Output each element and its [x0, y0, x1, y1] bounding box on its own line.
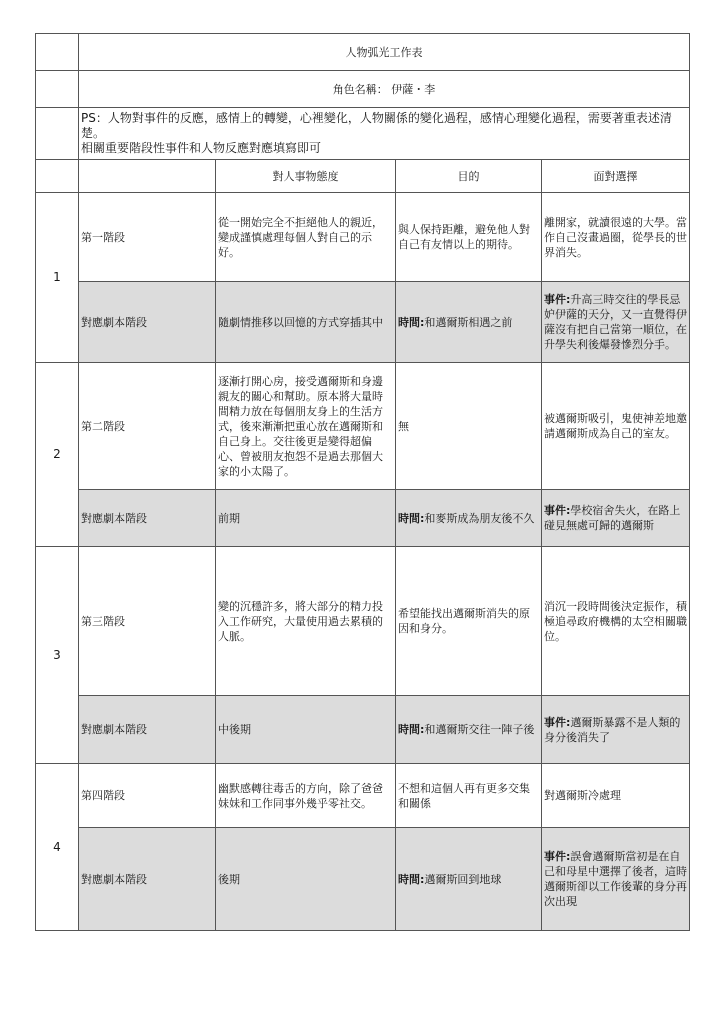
stage-choice: 對邁爾斯冷處理 [542, 764, 690, 828]
group-number: 4 [36, 764, 79, 931]
script-attitude: 隨劇情推移以回憶的方式穿插其中 [216, 282, 396, 363]
stage-attitude: 從一開始完全不拒絕他人的親近，變成謹慎處理每個人對自己的示好。 [216, 193, 396, 282]
stage-goal: 與人保持距離，避免他人對自己有友情以上的期待。 [396, 193, 542, 282]
event-value: 學校宿舍失火，在路上碰見無處可歸的邁爾斯 [544, 504, 681, 532]
stage-label: 第二階段 [79, 363, 216, 490]
script-stage-label: 對應劇本階段 [79, 696, 216, 764]
column-header-goal: 目的 [396, 160, 542, 193]
script-attitude: 中後期 [216, 696, 396, 764]
script-event [542, 696, 690, 764]
notes-cell [79, 108, 690, 160]
script-event [542, 282, 690, 363]
stage-attitude: 逐漸打開心房，接受邁爾斯和身邊親友的關心和幫助。原本將大量時間精力放在每個朋友身上的生活方式，後來漸漸把重心放在邁爾斯和自己身上。交往後更是變得超偏心、曾被朋友抱怨不是過去那個大家的小太陽了。 [216, 363, 396, 490]
corner-cell [36, 108, 79, 160]
time-label: 時間: [398, 723, 425, 736]
corner-cell [36, 71, 79, 108]
time-label: 時間: [398, 872, 425, 886]
time-value: 邁爾斯回到地球 [424, 872, 502, 886]
stage-choice: 離開家，就讀很遠的大學。當作自己沒畫過圈，從學長的世界消失。 [542, 193, 690, 282]
corner-cell [36, 34, 79, 71]
stage-goal: 不想和這個人再有更多交集和關係 [396, 764, 542, 828]
notes-line-1: PS：人物對事件的反應，感情上的轉變，心裡變化，人物關係的變化過程，感情心理變化過程，需要著重表述清楚。 [81, 111, 672, 140]
group-number: 1 [36, 193, 79, 363]
script-time [396, 282, 542, 363]
corner-cell [79, 160, 216, 193]
stage-label: 第一階段 [79, 193, 216, 282]
time-label: 時間: [398, 315, 425, 329]
stage-label: 第三階段 [79, 547, 216, 696]
time-value: 和麥斯成為朋友後不久 [424, 511, 535, 525]
column-header-attitude: 對人事物態度 [216, 160, 396, 193]
script-attitude: 後期 [216, 828, 396, 931]
script-event [542, 828, 690, 931]
event-value: 升高三時交往的學長忌妒伊薩的天分，又一直覺得伊薩沒有把自己當第一順位，在升學失利後爆發慘烈分手。 [544, 293, 687, 351]
corner-cell [36, 160, 79, 193]
event-value: 邁爾斯暴露不是人類的身分後消失了 [544, 715, 681, 744]
stage-attitude: 幽默感轉往毒舌的方向，除了爸爸妹妹和工作同事外幾乎零社交。 [216, 764, 396, 828]
role-name-row [79, 71, 690, 108]
script-attitude: 前期 [216, 490, 396, 547]
group-number: 2 [36, 363, 79, 547]
stage-attitude: 變的沉穩許多，將大部分的精力投入工作研究，大量使用過去累積的人脈。 [216, 547, 396, 696]
time-value: 和邁爾斯相遇之前 [424, 315, 513, 329]
event-label: 事件: [544, 850, 571, 863]
event-label: 事件: [544, 715, 571, 729]
column-header-choice: 面對選擇 [542, 160, 690, 193]
script-time [396, 828, 542, 931]
script-stage-label: 對應劇本階段 [79, 490, 216, 547]
role-label: 角色名稱： [332, 82, 388, 96]
sheet-title: 人物弧光工作表 [79, 34, 690, 71]
script-stage-label: 對應劇本階段 [79, 828, 216, 931]
time-label: 時間: [398, 511, 425, 525]
event-label: 事件: [544, 504, 571, 517]
stage-goal: 無 [396, 363, 542, 490]
notes-line-2: 相關重要階段性事件和人物反應對應填寫即可 [81, 141, 322, 155]
script-stage-label: 對應劇本階段 [79, 282, 216, 363]
script-time [396, 696, 542, 764]
time-value: 和邁爾斯交往一陣子後 [424, 723, 535, 736]
arc-worksheet-table [35, 33, 690, 931]
role-name: 伊薩・李 [391, 82, 436, 96]
stage-choice: 被邁爾斯吸引，鬼使神差地邀請邁爾斯成為自己的室友。 [542, 363, 690, 490]
stage-label: 第四階段 [79, 764, 216, 828]
event-label: 事件: [544, 293, 571, 306]
stage-choice: 消沉一段時間後決定振作，積極追尋政府機構的太空相關職位。 [542, 547, 690, 696]
script-event [542, 490, 690, 547]
event-value: 誤會邁爾斯當初是在自己和母星中選擇了後者，這時邁爾斯卻以工作後輩的身分再次出現 [544, 850, 687, 908]
stage-goal: 希望能找出邁爾斯消失的原因和身分。 [396, 547, 542, 696]
group-number: 3 [36, 547, 79, 764]
script-time [396, 490, 542, 547]
